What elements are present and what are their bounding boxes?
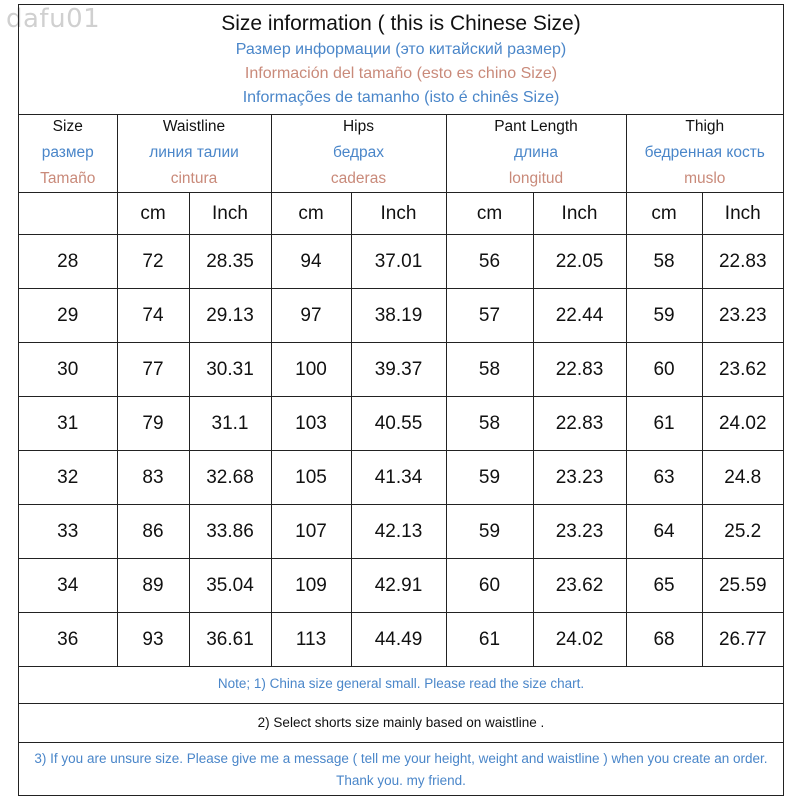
table-cell: 105: [271, 451, 351, 505]
table-cell: 42.91: [351, 559, 446, 613]
table-cell: 63: [626, 451, 702, 505]
table-cell: 30: [19, 343, 117, 397]
unit-cell: cm: [446, 193, 533, 235]
table-cell: 59: [446, 505, 533, 559]
table-cell: 61: [446, 613, 533, 667]
table-cell: 36: [19, 613, 117, 667]
watermark-text: dafu01: [6, 4, 101, 34]
table-cell: 24.8: [702, 451, 783, 505]
table-cell: 56: [446, 235, 533, 289]
table-cell: 29.13: [189, 289, 271, 343]
unit-cell: Inch: [533, 193, 626, 235]
table-cell: 109: [271, 559, 351, 613]
table-cell: 100: [271, 343, 351, 397]
table-row: [19, 613, 783, 667]
table-cell: 60: [626, 343, 702, 397]
table-cell: 32: [19, 451, 117, 505]
table-cell: 107: [271, 505, 351, 559]
table-cell: 58: [446, 343, 533, 397]
unit-cell: Inch: [702, 193, 783, 235]
title-spanish: Información del tamaño (esto es chino Size): [244, 65, 558, 82]
table-cell: 79: [117, 397, 189, 451]
unit-cell: cm: [626, 193, 702, 235]
table-cell: 74: [117, 289, 189, 343]
table-cell: 44.49: [351, 613, 446, 667]
header-hips: [271, 114, 446, 193]
header-hips-ru: бедрах: [332, 144, 385, 161]
size-table: [19, 114, 783, 667]
table-cell: 42.13: [351, 505, 446, 559]
table-cell: 36.61: [189, 613, 271, 667]
table-cell: 39.37: [351, 343, 446, 397]
table-cell: 77: [117, 343, 189, 397]
table-row: [19, 235, 783, 289]
unit-cell-empty: [19, 193, 117, 235]
header-pant-length-es: longitud: [508, 170, 564, 187]
table-cell: 41.34: [351, 451, 446, 505]
table-cell: 59: [446, 451, 533, 505]
units-row: [19, 193, 783, 235]
table-cell: 34: [19, 559, 117, 613]
table-row: [19, 397, 783, 451]
table-cell: 30.31: [189, 343, 271, 397]
table-cell: 22.83: [702, 235, 783, 289]
title-block: [19, 5, 783, 115]
table-cell: 37.01: [351, 235, 446, 289]
header-thigh: [626, 114, 783, 193]
table-cell: 29: [19, 289, 117, 343]
header-pant-length: [446, 114, 626, 193]
table-cell: 23.23: [533, 451, 626, 505]
table-cell: 40.55: [351, 397, 446, 451]
table-cell: 23.62: [702, 343, 783, 397]
table-cell: 57: [446, 289, 533, 343]
notes-block: [19, 665, 783, 792]
header-size-ru: размер: [41, 144, 94, 161]
unit-cell: cm: [117, 193, 189, 235]
unit-cell: Inch: [189, 193, 271, 235]
note-contact: [19, 743, 783, 792]
header-pant-length-ru: длина: [514, 144, 558, 161]
unit-cell: Inch: [351, 193, 446, 235]
title-russian: Размер информации (это китайский размер): [235, 41, 567, 58]
header-waistline: [117, 114, 271, 193]
table-cell: 23.23: [702, 289, 783, 343]
header-size: [19, 114, 117, 193]
table-cell: 83: [117, 451, 189, 505]
table-cell: 64: [626, 505, 702, 559]
table-cell: 25.2: [702, 505, 783, 559]
size-chart: [18, 4, 784, 796]
table-cell: 28: [19, 235, 117, 289]
header-waistline-es: cintura: [170, 170, 218, 187]
header-waistline-ru: линия талии: [149, 144, 239, 161]
table-cell: 23.23: [533, 505, 626, 559]
table-cell: 24.02: [533, 613, 626, 667]
unit-cell: cm: [271, 193, 351, 235]
table-cell: 25.59: [702, 559, 783, 613]
title-portuguese: Informações de tamanho (isto é chinês Size): [242, 89, 560, 106]
table-row: [19, 559, 783, 613]
table-cell: 68: [626, 613, 702, 667]
table-cell: 22.44: [533, 289, 626, 343]
table-cell: 94: [271, 235, 351, 289]
header-thigh-es: muslo: [684, 170, 726, 187]
table-cell: 33.86: [189, 505, 271, 559]
note-waistline: 2) Select shorts size mainly based on waistline .: [19, 704, 783, 743]
table-cell: 31.1: [189, 397, 271, 451]
table-cell: 22.05: [533, 235, 626, 289]
note-contact-line2: Thank you. my friend.: [336, 773, 466, 788]
table-cell: 72: [117, 235, 189, 289]
table-cell: 22.83: [533, 397, 626, 451]
header-pant-length-en: Pant Length: [494, 118, 578, 135]
table-cell: 60: [446, 559, 533, 613]
table-cell: 28.35: [189, 235, 271, 289]
table-cell: 97: [271, 289, 351, 343]
table-row: [19, 343, 783, 397]
table-cell: 86: [117, 505, 189, 559]
table-cell: 23.62: [533, 559, 626, 613]
table-cell: 113: [271, 613, 351, 667]
table-row: [19, 451, 783, 505]
header-thigh-en: Thigh: [685, 118, 725, 135]
table-cell: 58: [446, 397, 533, 451]
table-cell: 93: [117, 613, 189, 667]
table-cell: 35.04: [189, 559, 271, 613]
header-hips-es: caderas: [330, 170, 387, 187]
header-row: [19, 114, 783, 193]
header-hips-en: Hips: [342, 118, 374, 135]
table-cell: 89: [117, 559, 189, 613]
table-cell: 65: [626, 559, 702, 613]
table-cell: 32.68: [189, 451, 271, 505]
header-waistline-en: Waistline: [162, 118, 226, 135]
table-cell: 61: [626, 397, 702, 451]
table-cell: 38.19: [351, 289, 446, 343]
table-row: [19, 289, 783, 343]
table-body: [19, 235, 783, 667]
table-cell: 24.02: [702, 397, 783, 451]
table-cell: 31: [19, 397, 117, 451]
table-cell: 59: [626, 289, 702, 343]
table-cell: 26.77: [702, 613, 783, 667]
header-size-es: Tamaño: [40, 170, 96, 187]
table-cell: 103: [271, 397, 351, 451]
title-english: Size information ( this is Chinese Size): [221, 12, 581, 35]
note-china-size: Note; 1) China size general small. Please read the size chart.: [19, 665, 783, 704]
header-size-en: Size: [52, 118, 83, 135]
table-cell: 33: [19, 505, 117, 559]
table-cell: 22.83: [533, 343, 626, 397]
table-cell: 58: [626, 235, 702, 289]
table-row: [19, 505, 783, 559]
note-contact-line1: 3) If you are unsure size. Please give me a message ( tell me your height, weight and waistline ) when you create an order.: [34, 751, 768, 766]
header-thigh-ru: бедренная кость: [644, 144, 765, 161]
